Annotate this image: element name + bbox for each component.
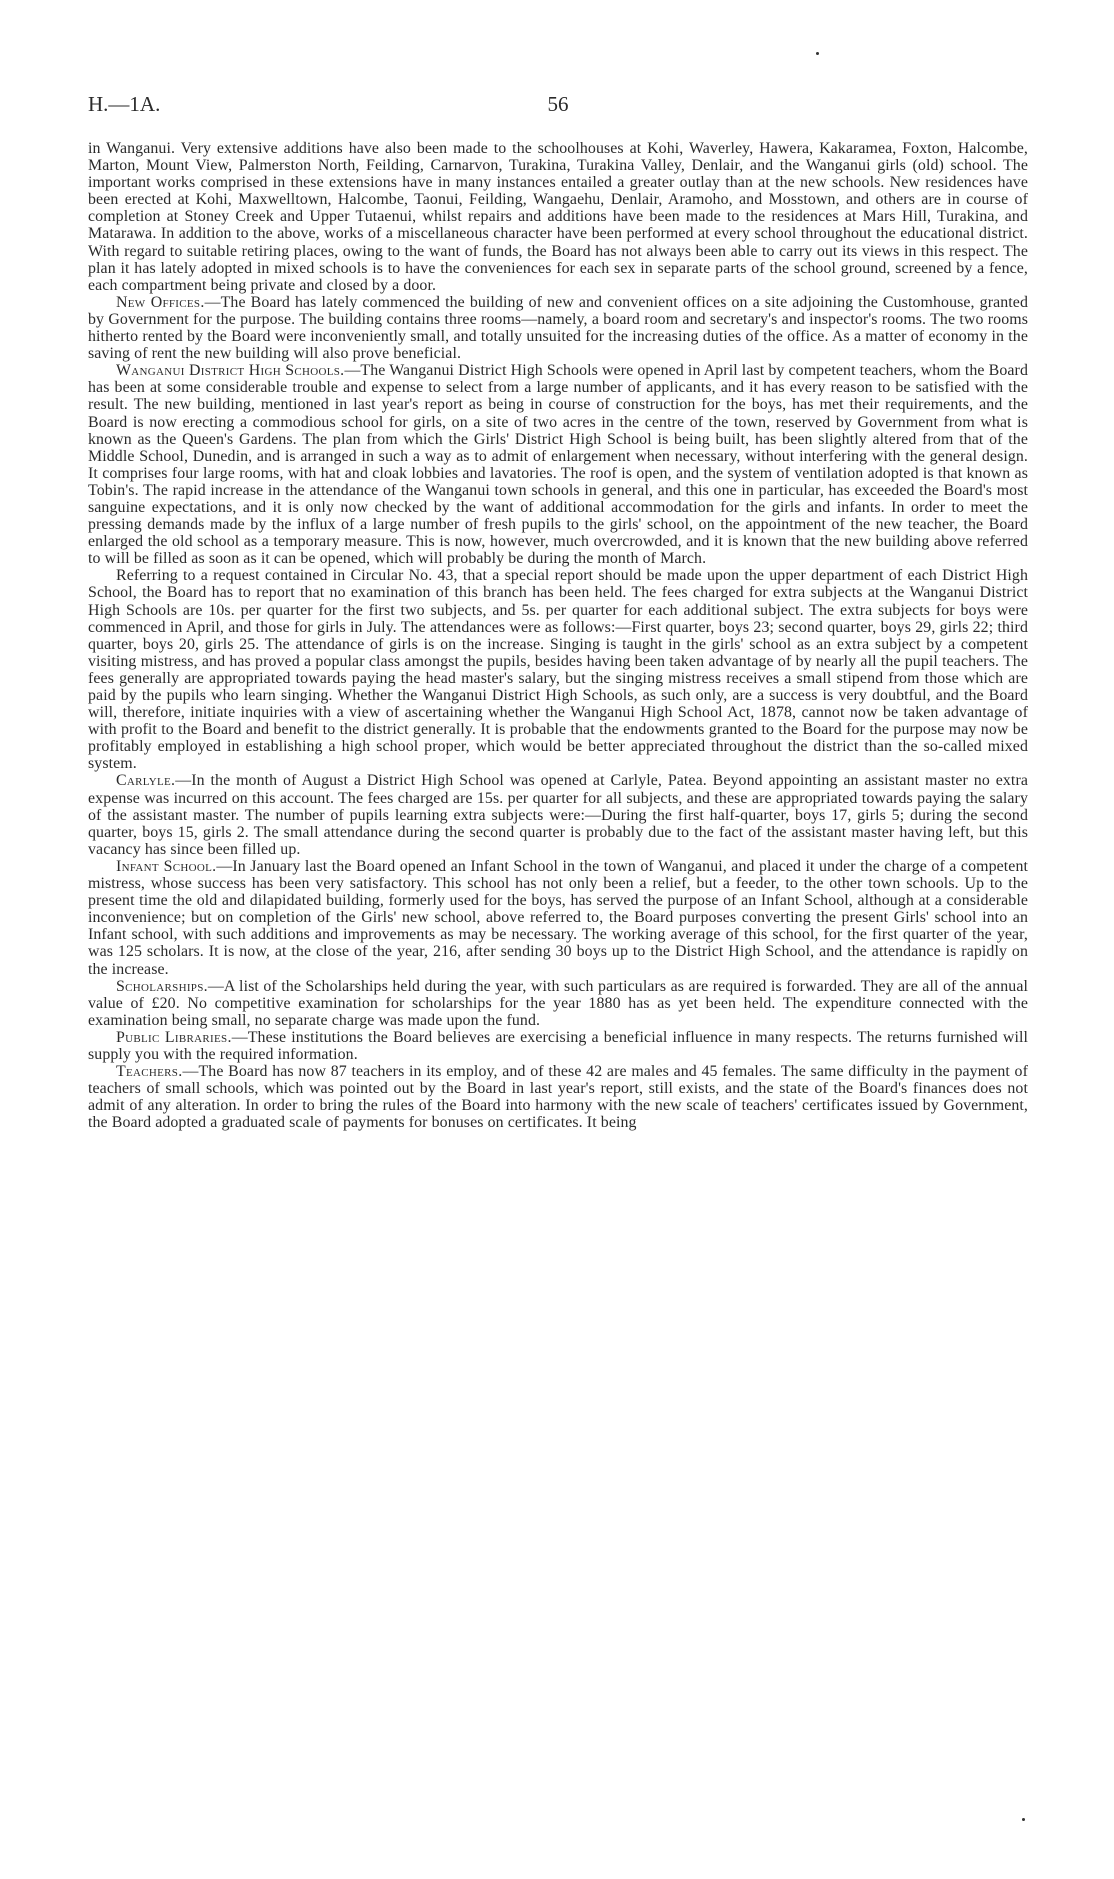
paragraph-text: —The Wanganui District High Schools were opened in April last by competent teachers, whom the Board has been at some considerable trouble and expense to select from a large number of applicants, and it has every reason to be satisfied with the result. The new building, mentioned in last year's report as being in course of construction for the boys, has met their requirements, and the Board is now erecting a commodious school for girls, on a site of two acres in the centre of the town, reserved by Government from what is known as the Queen's Gardens. The plan from which the Girls' District High School is being built, has been slightly altered from that of the Middle School, Dunedin, and is arranged in such a way as to admit of enlargement when necessary, without interfering with the general design. It comprises four large rooms, with hat and cloak lobbies and lavatories. The roof is open, and the system of ventilation adopted is that known as Tobin's. The rapid increase in the attendance of the Wanganui town schools in general, and this one in particular, has exceeded the Board's most sanguine expectations, and it is only now checked by the want of additional accommodation for the girls and infants. In order to meet the pressing demands made by the influx of a large number of fresh pupils to the girls' school, on the appointment of the new teacher, the Board enlarged the old school as a temporary measure. This is now, however, much overcrowded, and it is known that the new building above referred to will be filled as soon as it can be opened, which will probably be during the month of March. <box>88 362 1028 568</box>
page-number: 56 <box>547 92 569 116</box>
paragraph-text: —A list of the Scholarships held during the year, with such particulars as are required is forwarded. They are all of the annual value of £20. No competitive examination for scholarships for the year 1880 has as yet been held. The expenditure connected with the examination being small, no separate charge was made upon the fund. <box>88 977 1028 1029</box>
document-body <box>88 140 1028 1131</box>
section-heading: Infant School. <box>116 857 217 875</box>
section-heading: New Offices. <box>116 293 205 311</box>
print-speck <box>816 52 819 55</box>
paragraph-continuation <box>88 140 1028 294</box>
paragraph-text: —The Board has now 87 teachers in its employ, and of these 42 are males and 45 females. The same difficulty in the payment of teachers of small schools, which was pointed out by the Board in last year's report, still exists, and the state of the Board's finances does not admit of any alteration. In order to bring the rules of the Board into harmony with the new scale of teachers' certificates issued by Government, the Board adopted a graduated scale of payments for bonuses on certificates. It being <box>88 1063 1028 1132</box>
paragraph-text: Referring to a request contained in Circular No. 43, that a special report should be made upon the upper department of each District High School, the Board has to report that no examination of this branch has been held. The fees charged for extra subjects at the Wanganui District High Schools are 10s. per quarter for the first two subjects, and 5s. per quarter for each additional subject. The extra subjects for boys were commenced in April, and those for girls in July. The attendances were as follows:—First quarter, boys 23; second quarter, boys 29, girls 22; third quarter, boys 20, girls 25. The attendance of girls is on the increase. Singing is taught in the girls' school as an extra subject by a competent visiting mistress, and has proved a popular class amongst the pupils, besides having been taken advantage of by nearly all the pupil teachers. The fees generally are appropriated towards paying the head master's salary, but the singing mistress receives a small stipend from those which are paid by the pupils who learn singing. Whether the Wanganui District High Schools, as such only, are a success is very doubtful, and the Board will, therefore, initiate inquiries with a view of ascertaining whether the Wanganui High School Act, 1878, cannot now be taken advantage of with profit to the Board and benefit to the district generally. It is probable that the endowments granted to the Board for the purpose may now be profitably employed in establishing a high school proper, which would be better appreciated throughout the district than the so-called mixed system. <box>88 567 1028 773</box>
paragraph-district-high-schools <box>88 362 1028 567</box>
section-heading: Teachers. <box>116 1063 183 1081</box>
section-heading: Scholarships. <box>116 977 208 995</box>
paragraph-scholarships <box>88 978 1028 1029</box>
paragraph-carlyle <box>88 772 1028 857</box>
paragraph-text: —These institutions the Board believes are exercising a beneficial influence in many respects. The returns furnished will supply you with the required information. <box>88 1028 1028 1063</box>
paragraph-circular-report <box>88 567 1028 772</box>
paragraph-new-offices <box>88 294 1028 362</box>
paragraph-text: in Wanganui. Very extensive additions have also been made to the schoolhouses at Kohi, Waverley, Hawera, Kakaramea, Foxton, Halcombe, Marton, Mount View, Palmerston North, Feilding, Carnarvon, Turakina, Turakina Valley, Denlair, and the Wanganui girls (old) school. The important works comprised in these extensions have in many instances entailed a greater outlay than at the new schools. New residences have been erected at Kohi, Maxwelltown, Halcombe, Taonui, Feilding, Wangaehu, Denlair, Aramoho, and Mosstown, and others are in course of completion at Stoney Creek and Upper Tutaenui, whilst repairs and additions have been made to the residences at Mars Hill, Turakina, and Matarawa. In addition to the above, works of a miscellaneous character have been performed at every school throughout the educational district. With regard to suitable retiring places, owing to the want of funds, the Board has not always been able to carry out its views in this respect. The plan it has lately adopted in mixed schools is to have the conveniences for each sex in separate parts of the school ground, screened by a fence, each compartment being private and closed by a door. <box>88 140 1028 294</box>
section-heading: Wanganui District High Schools. <box>116 362 345 380</box>
print-speck <box>1022 1818 1025 1821</box>
paragraph-text: —In January last the Board opened an Infant School in the town of Wanganui, and placed it under the charge of a competent mistress, whose success has been very satisfactory. This school has not only been a relief, but a feeder, to the other town schools. Up to the present time the old and dilapidated building, formerly used for the boys, has served the purpose of an Infant School, although at a considerable inconvenience; but on completion of the Girls' new school, above referred to, the Board purposes converting the present Girls' school into an Infant school, with such additions and improvements as may be necessary. The working average of this school, for the first quarter of the year, was 125 scholars. It is now, at the close of the year, 216, after sending 30 boys up to the District High School, and the attendance is rapidly on the increase. <box>88 857 1028 978</box>
paragraph-text: —The Board has lately commenced the building of new and convenient offices on a site adjoining the Customhouse, granted by Government for the purpose. The building contains three rooms—namely, a board room and secretary's and inspector's rooms. The two rooms hitherto rented by the Board were inconveniently small, and totally unsuited for the increasing duties of the office. As a matter of economy in the saving of rent the new building will also prove beneficial. <box>88 293 1028 363</box>
document-code: H.—1A. <box>88 92 161 116</box>
paragraph-infant-school <box>88 858 1028 978</box>
paragraph-teachers <box>88 1063 1028 1131</box>
section-heading: Carlyle. <box>116 772 176 790</box>
page-header <box>88 92 1028 122</box>
paragraph-text: —In the month of August a District High School was opened at Carlyle, Patea. Beyond appointing an assistant master no extra expense was incurred on this account. The fees charged are 15s. per quarter for all subjects, and these are appropriated towards paying the salary of the assistant master. The number of pupils learning extra subjects were:—During the first half-quarter, boys 17, girls 5; during the second quarter, boys 15, girls 2. The small attendance during the second quarter is probably due to the fact of the assistant master having left, but this vacancy has since been filled up. <box>88 772 1028 858</box>
section-heading: Public Libraries. <box>116 1028 232 1046</box>
paragraph-public-libraries <box>88 1029 1028 1063</box>
